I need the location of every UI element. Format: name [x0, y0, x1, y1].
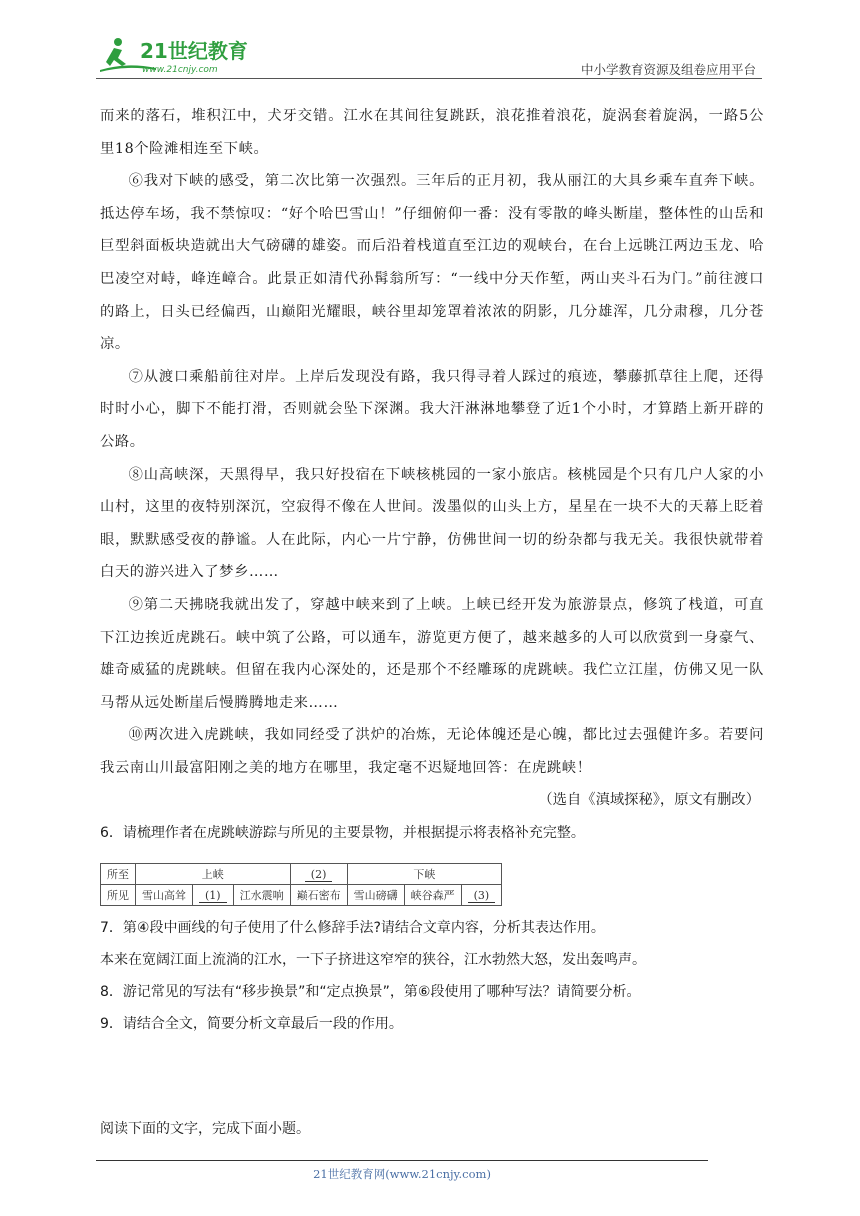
question-9: 9．请结合全文，简要分析文章最后一段的作用。: [100, 1016, 403, 1033]
paragraph-6: ⑥我对下峡的感受，第二次比第一次强烈。三年后的正月初，我从丽江的大具乡乘车直奔下峡。抵达停车场，我不禁惊叹：“好个哈巴雪山！”仔细俯仰一番：没有零散的峰头断崖，整体性的山岳和巨型斜面板块造就出大气磅礴的雄姿。而后沿着栈道直至江边的观峡台，在台上远眺江两边玉龙、哈巴凌空对峙，峰连嶂合。此景正如清代孙髯翁所写：“一线中分天作堑，两山夹斗石为门。”前往渡口的路上，日头已经偏西，山巅阳光耀眼，峡谷里却笼罩着浓浓的阴影，几分雄浑，几分肃穆，几分苍凉。: [100, 173, 764, 353]
main-content: [100, 100, 764, 1040]
table-cell: 江水震响: [233, 885, 290, 906]
table-cell-upper: 上峡: [136, 864, 291, 885]
blank-3: (3): [468, 889, 496, 903]
route-table: [100, 863, 502, 906]
logo-text: 21世纪教育: [140, 39, 248, 63]
footer-link[interactable]: 21世纪教育网(www.21cnjy.com): [313, 1167, 491, 1181]
paragraph-continued: 而来的落石，堆积江中，犬牙交错。江水在其间往复跳跃，浪花推着浪花，旋涡套着旋涡，一路5公里18个险滩相连至下峡。: [100, 108, 764, 157]
table-cell-label: 所见: [101, 885, 136, 906]
logo-url: www.21cnjy.com: [142, 65, 218, 75]
logo-21cnjy: [96, 34, 266, 76]
platform-name: 中小学教育资源及组卷应用平台: [580, 62, 756, 77]
table-cell-blank-1: [193, 885, 234, 906]
paragraph-9: ⑨第二天拂晓我就出发了，穿越中峡来到了上峡。上峡已经开发为旅游景点，修筑了栈道，可直下江边挨近虎跳石。峡中筑了公路，可以通车，游览更方便了，越来越多的人可以欣赏到一身豪气、雄奇威猛的虎跳峡。但留在我内心深处的，还是那个不经雕琢的虎跳峡。我伫立江崖，仿佛又见一队马帮从远处断崖后慢腾腾地走来……: [100, 596, 764, 711]
paragraph-10: ⑩两次进入虎跳峡，我如同经受了洪炉的冶炼，无论体魄还是心魄，都比过去强健许多。若要问我云南山川最富阳刚之美的地方在哪里，我定毫不迟疑地回答：在虎跳峡！: [100, 727, 764, 776]
footer-divider: [96, 1160, 708, 1161]
header-divider: [96, 78, 762, 79]
table-cell: 巅石密布: [290, 885, 347, 906]
question-6: 6．请梳理作者在虎跳峡游踪与所见的主要景物，并根据提示将表格补充完整。: [100, 825, 585, 842]
table-cell-lower: 下峡: [347, 864, 502, 885]
table-row: [101, 885, 502, 906]
table-cell: 峡谷森严: [404, 885, 461, 906]
table-cell: 雪山高耸: [136, 885, 193, 906]
table-cell-label: 所至: [101, 864, 136, 885]
page-header: [96, 34, 762, 78]
question-7: 7．第④段中画线的句子使用了什么修辞手法?请结合文章内容，分析其表达作用。: [100, 920, 605, 937]
table-cell-blank-3: [461, 885, 502, 906]
question-7-sentence: 本来在宽阔江面上流淌的江水，一下子挤进这窄窄的狭谷，江水勃然大怒，发出轰鸣声。: [100, 952, 646, 969]
question-8: 8．游记常见的写法有“移步换景”和“定点换景”，第⑥段使用了哪种写法？请简要分析。: [100, 984, 641, 1001]
source-citation: （选自《滇域探秘》，原文有删改）: [538, 792, 760, 809]
table-row: [101, 864, 502, 885]
paragraph-7: ⑦从渡口乘船前往对岸。上岸后发现没有路，我只得寻着人踩过的痕迹，攀藤抓草往上爬，还得时时小心，脚下不能打滑，否则就会坠下深渊。我大汗淋淋地攀登了近1个小时，才算踏上新开辟的公路。: [100, 368, 764, 450]
blank-2: (2): [305, 868, 333, 882]
paragraph-8: ⑧山高峡深，天黑得早，我只好投宿在下峡核桃园的一家小旅店。核桃园是个只有几户人家的小山村，这里的夜特别深沉，空寂得不像在人世间。泼墨似的山头上方，星星在一块不大的天幕上眨着眼，默默感受夜的静谧。人在此际，内心一片宁静，仿佛世间一切的纷杂都与我无关。我很快就带着白天的游兴进入了梦乡……: [100, 466, 764, 581]
table-cell-blank-2: [290, 864, 347, 885]
reading-prompt: 阅读下面的文字，完成下面小题。: [100, 1121, 310, 1137]
blank-1: (1): [199, 889, 227, 903]
table-cell: 雪山磅礴: [347, 885, 404, 906]
